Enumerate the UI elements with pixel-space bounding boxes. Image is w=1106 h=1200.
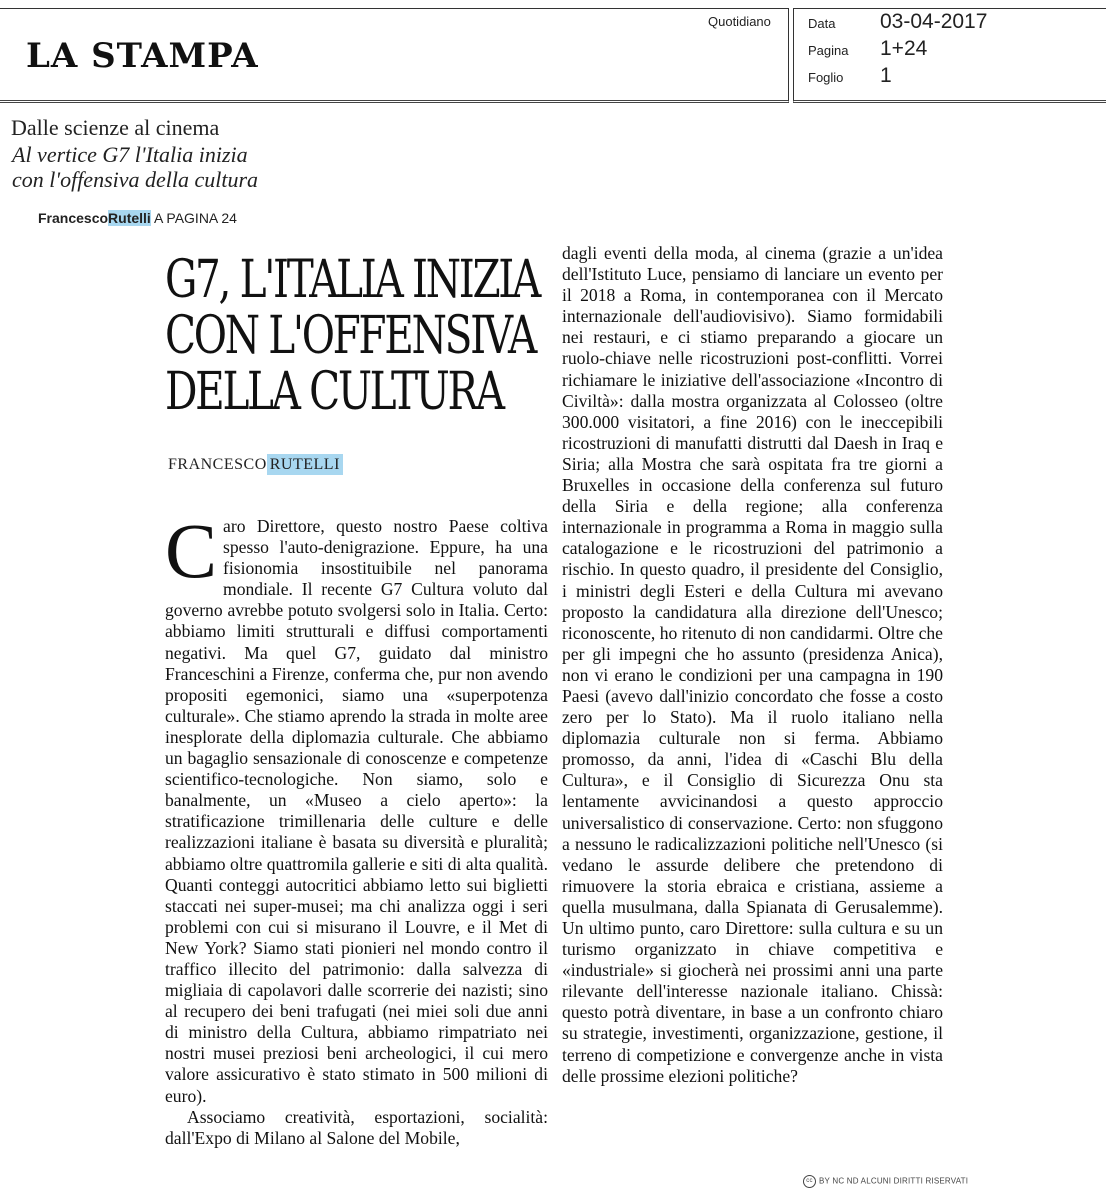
license-note xyxy=(803,1175,968,1188)
creative-commons-icon: cc xyxy=(803,1175,816,1188)
license-text: BY NC ND ALCUNI DIRITTI RISERVATI xyxy=(819,1176,969,1186)
date-label: Data xyxy=(808,16,836,31)
teaser-page-ref: A PAGINA 24 xyxy=(153,210,237,226)
article-column-2 xyxy=(562,243,943,1087)
teaser-author-last: Rutelli xyxy=(108,210,151,226)
headline-line-1: G7, L'ITALIA INIZIA xyxy=(165,250,539,310)
teaser-subtitle-line-2: con l'offensiva della cultura xyxy=(12,167,259,192)
headline-line-3: DELLA CULTURA xyxy=(165,362,503,422)
teaser-subtitle-line-1: Al vertice G7 l'Italia inizia xyxy=(12,142,248,167)
teaser-title: Dalle scienze al cinema xyxy=(11,115,220,140)
byline-first: FRANCESCO xyxy=(168,456,267,473)
article-column-1 xyxy=(165,507,548,1149)
teaser-byline xyxy=(38,210,237,226)
article-paragraph-2: Associamo creatività, esportazioni, socialità: dall'Expo di Milano al Salone del Mobile, xyxy=(165,1106,548,1148)
article-paragraph-1 xyxy=(165,507,548,1107)
article-headline xyxy=(165,250,539,422)
article-paragraph-2-continued: dagli eventi della moda, al cinema (grazie a un'idea dell'Istituto Luce, pensiamo di lanciare un evento per il 2018 a Roma, in contemporanea con il Mercato internazionale dell'audiovisivo). Siamo formidabili nei restauri, e ci stiamo preparando a giocare un ruolo-chiave nelle ricostruzioni post-conflitti. Vorrei richiamare le iniziative dell'associazione «Incontro di Civiltà»: dalla mostra organizzata al Colosseo (oltre 300.000 visitatori, a fine 2016) con le ineccepibili ricostruzioni di manufatti distrutti dal Daesh in Iraq e Siria; alla Mostra che sarà ospitata fra tre giorni a Bruxelles in occasione della conferenza sul futuro della Siria e della regione; alla conferenza internazionale in programma a Roma in maggio sulla catalogazione e le ricostruzioni del patrimonio a rischio. In questo quadro, il presidente del Consiglio, i ministri degli Esteri e della Cultura mi avevano proposto la candidatura alla direzione dell'Unesco; riconoscente, ho ritenuto di non candidarmi. Oltre che per gli impegni che ho assunto (presidenza Anica), non vi erano le condizioni per una campagna in 190 Paesi (avevo dall'inizio concordato che fosse a costo zero per lo Stato). Ma il ruolo italiano nella diplomazia culturale non si ferma. Abbiamo promosso, da anni, l'idea di «Caschi Blu della Cultura», e il Consiglio di Sicurezza Onu sta lentamente avvicinandosi a questo approccio universalistico di conservazione. Certo: non sfuggono a nessuno le radicalizzazioni politiche nell'Unesco (si vedano le assurde delibere che pretendono di rimuovere la storia ebraica e cristiana, assieme a quella musulmana, dalla Spianata di Gerusalemme). Un ultimo punto, caro Direttore: sulla cultura e su un turismo organizzato in chiave competitiva e «industriale» si giocherà nei prossimi anni una parte rilevante dell'interesse nazionale italiano. Chissà: questo potrà diventare, in base a un confronto chiaro su strategie, investimenti, organizzazione, gestione, il terreno di competizione e convergenze anche in vista delle prossime elezioni politiche? xyxy=(562,243,943,1086)
page-label: Pagina xyxy=(808,43,849,58)
date-value: 03-04-2017 xyxy=(880,10,988,33)
sheet-label: Foglio xyxy=(808,70,844,85)
headline-line-2: CON L'OFFENSIVA xyxy=(165,306,535,366)
sheet-value: 1 xyxy=(880,64,892,87)
page-value: 1+24 xyxy=(880,37,928,60)
article-byline xyxy=(168,456,343,474)
byline-last: RUTELLI xyxy=(267,454,343,475)
teaser-author-first: Francesco xyxy=(38,210,109,226)
drop-cap: C xyxy=(165,507,218,594)
masthead: LA STAMPA xyxy=(26,36,259,76)
paragraph-1-text: aro Direttore, questo nostro Paese coltiva spesso l'auto-denigrazione. Eppure, ha una fisionomia insostituibile nel panorama mondiale. Il recente G7 Cultura voluto dal governo avrebbe potuto svolgersi solo in Italia. Certo: abbiamo limiti strutturali e diffusi comportamenti negativi. Ma quel G7, guidato dal ministro Franceschini a Firenze, conferma che, pur non avendo propositi egemonici, siamo una «superpotenza culturale». Che stiamo aprendo la strada in molte aree inesplorate della diplomazia culturale. Che abbiamo un bagaglio sensazionale di conoscenze e competenze scientifico-tecnologiche. Non siamo, solo e banalmente, un «Museo a cielo aperto»: la stratificazione trimillenaria delle culture e delle realizzazioni italiane è basata su diversità e pluralità; abbiamo oltre quattromila gallerie e siti di alta qualità. Quanti conteggi autocritici abbiamo letto sui biglietti staccati nei super-musei; ma chi analizza oggi i seri problemi con cui si misurano il Louvre, e il Met di New York? Siamo stati pionieri nel mondo contro il traffico illecito del patrimonio: dalla salvezza di migliaia di capolavori dalle scorrerie dei nazisti; sino al recupero dei beni trafugati (nei miei soli due anni di ministro della Cultura, abbiamo rimpatriato nei nostri musei preziosi beni archeologici, il cui mero valore assicurativo è stato stimato in 500 milioni di euro). xyxy=(165,516,548,1106)
publication-type: Quotidiano xyxy=(708,14,771,29)
